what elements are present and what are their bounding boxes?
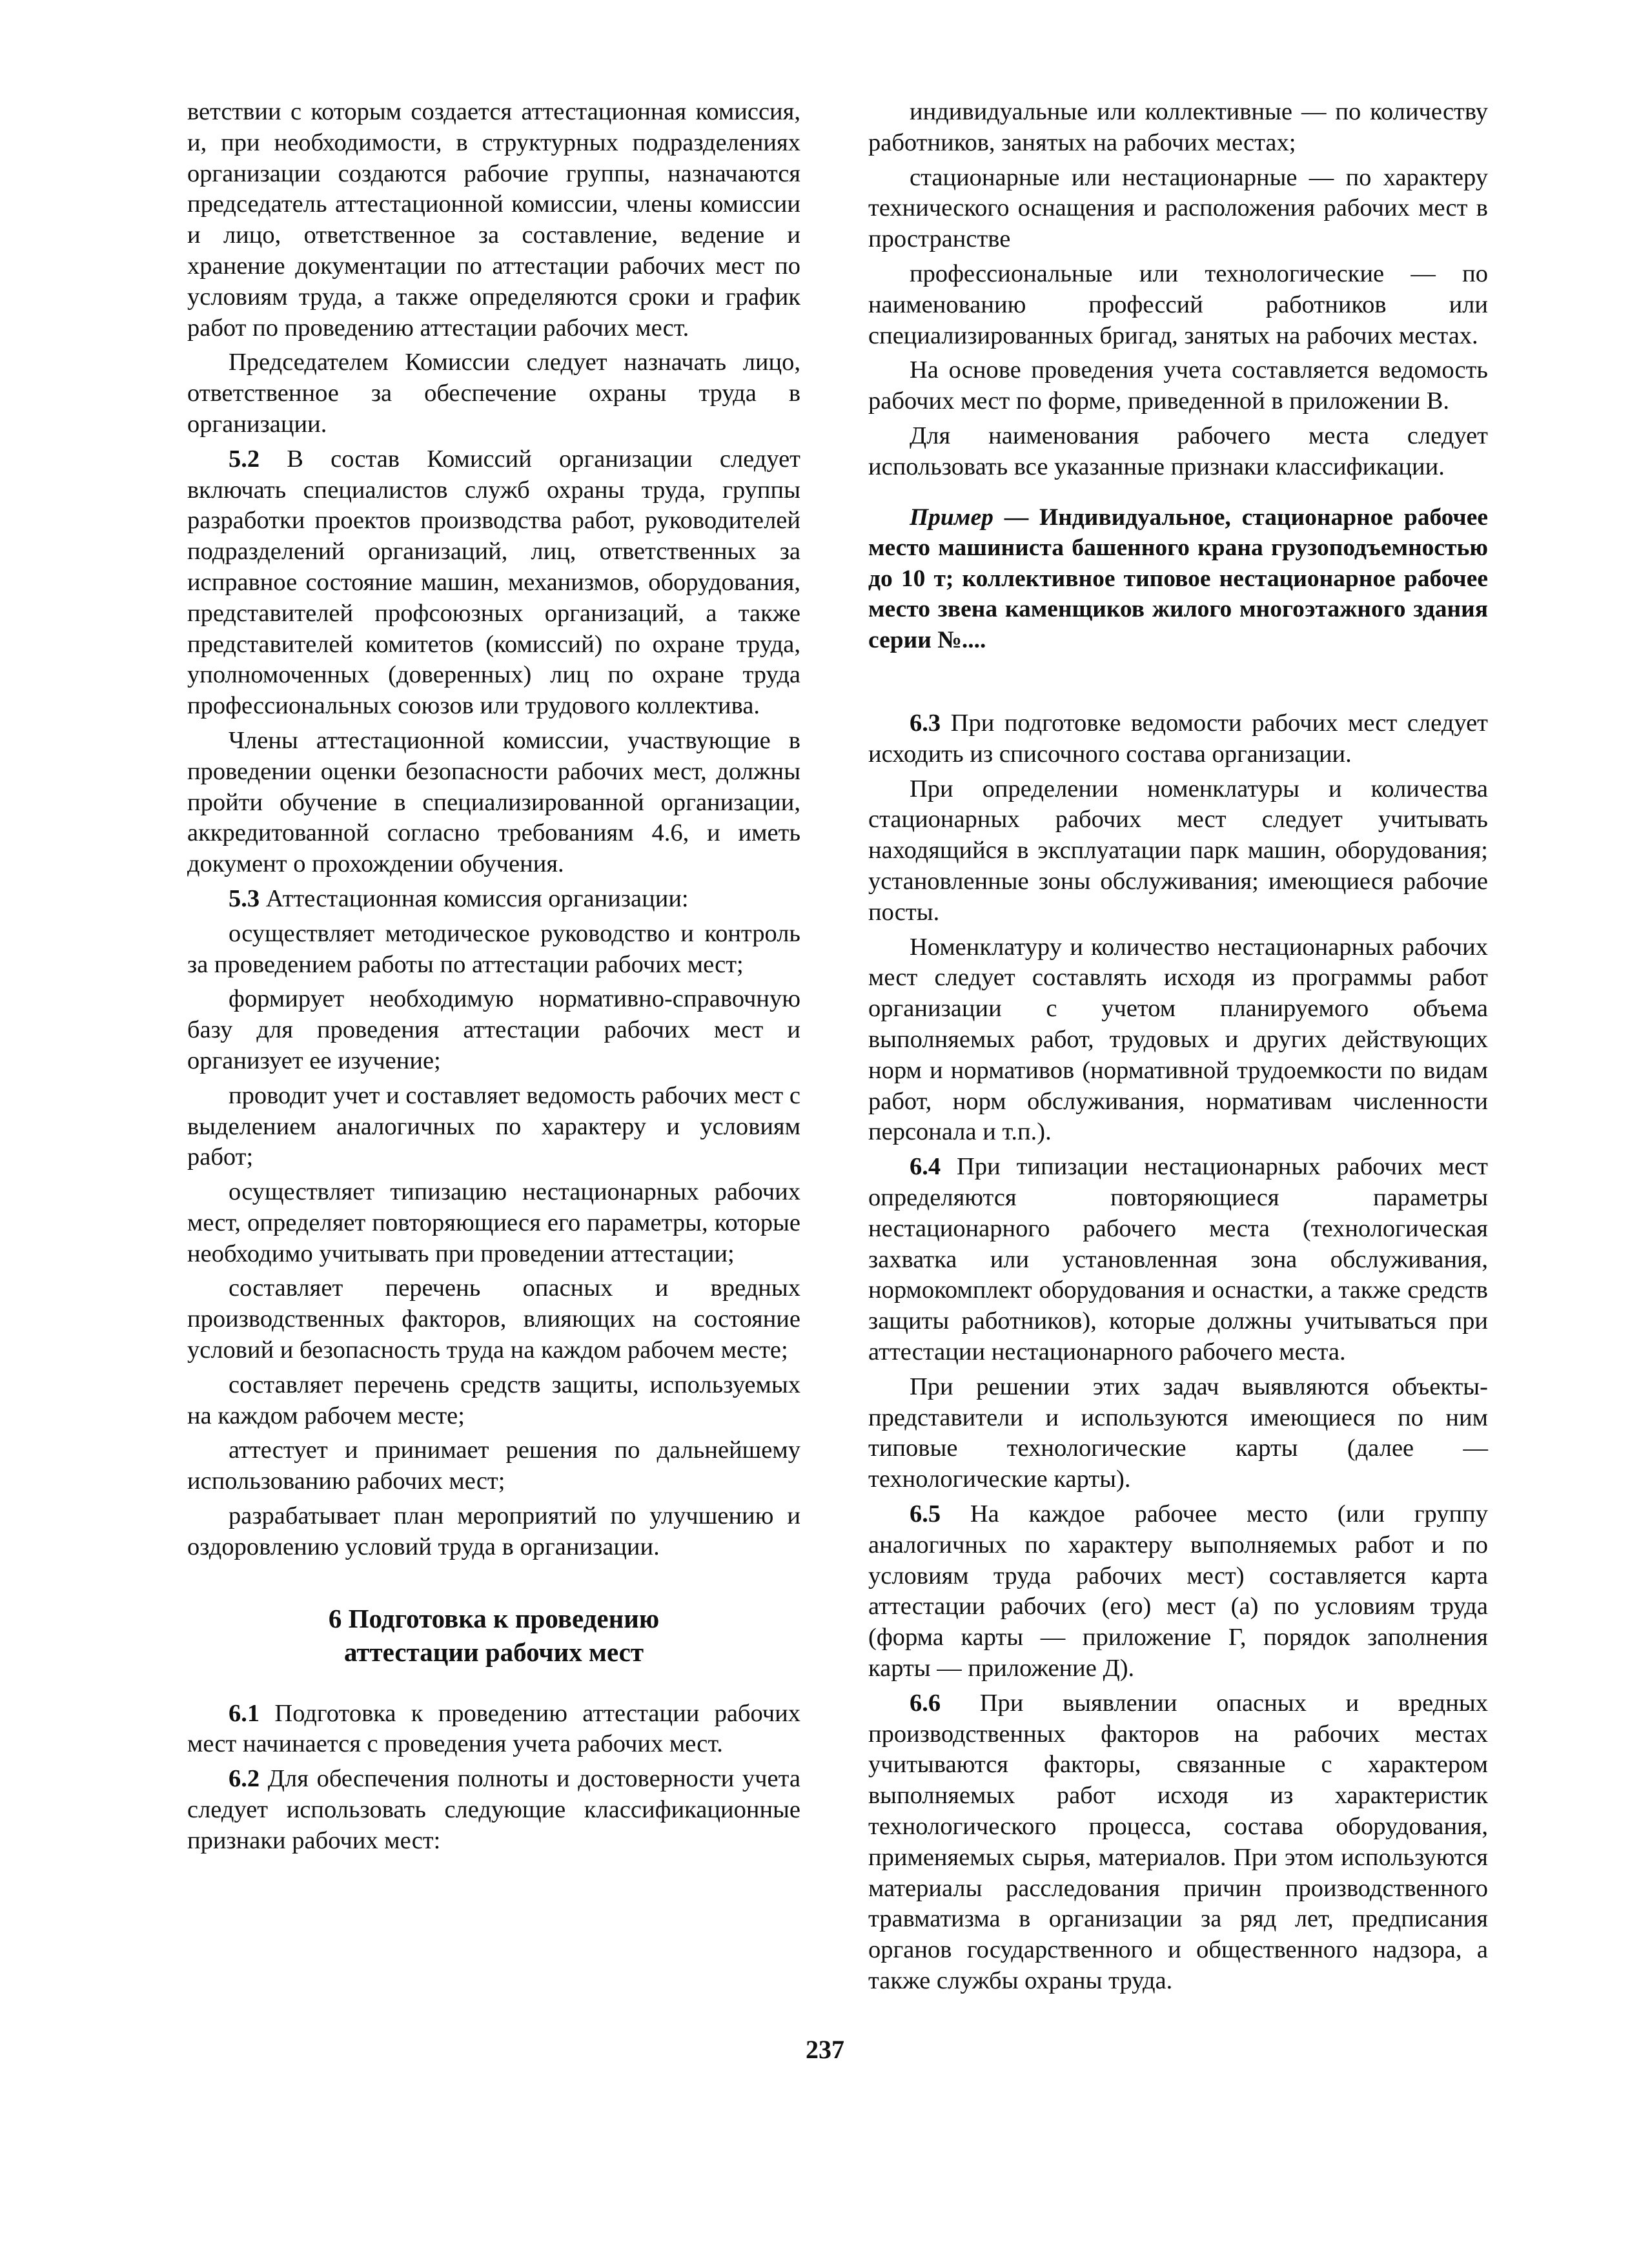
paragraph-5-2 bbox=[187, 444, 800, 722]
paragraph-6-1 bbox=[187, 1699, 800, 1761]
clause-text: На каждое рабочее место (или группу аналогичных по характеру выполняемых работ и по условиям труда рабочих мест) составляется карта аттестации рабочих (его) мест (а) по условиям труда (форма карты — приложение Г, порядок заполнения карты — приложение Д). bbox=[868, 1500, 1488, 1682]
paragraph: Номенклатуру и количество нестационарных рабочих мест следует составлять исходя из программы работ организации с учетом планируемого объема выполняемых работ, трудовых и других действующих норм и нормативов (нормативной трудоемкости по видам работ, норм обслуживания, нормативам численности персонала и т.п.). bbox=[868, 933, 1488, 1146]
paragraph-6-4 bbox=[868, 1152, 1488, 1368]
example-text: — Индивидуальное, стационарное рабочее место машиниста башенного крана грузоподъемностью до 10 т; коллективное типовое нестационарное рабочее место звена каменщиков жилого многоэтажного здания серии №.... bbox=[868, 504, 1488, 653]
example-label: Пример bbox=[910, 504, 993, 531]
paragraph: Члены аттестационной комиссии, участвующие в проведении оценки безопасности рабочих мест, должны пройти обучение в специализированной организации, аккредитованной согласно требованиям 4.6, и иметь документ о прохождении обучения. bbox=[187, 726, 800, 878]
list-item: составляет перечень опасных и вредных производственных факторов, влияющих на состояние условий и безопасность труда на каждом рабочем месте; bbox=[187, 1274, 800, 1364]
clause-number: 6.1 bbox=[229, 1699, 260, 1727]
paragraph: Для наименования рабочего места следует использовать все указанные признаки классификации. bbox=[868, 422, 1488, 480]
paragraph: При определении номенклатуры и количества стационарных рабочих мест следует учитывать находящийся в эксплуатации парк машин, оборудования; установленные зоны обслуживания; имеющиеся рабочие посты. bbox=[868, 775, 1488, 926]
section-heading-line: аттестации рабочих мест bbox=[343, 1637, 644, 1667]
clause-text: При выявлении опасных и вредных производственных факторов на рабочих местах учитываются факторы, связанные с характером выполняемых работ исходя из характеристик технологического процесса, состава оборудования, применяемых сырья, материалов. При этом используются материалы расследования причин производственного травматизма в организации за ряд лет, предписания органов государственного и общественного надзора, а также службы охраны труда. bbox=[868, 1689, 1488, 1994]
example-note bbox=[868, 502, 1488, 656]
right-column bbox=[868, 97, 1488, 2001]
paragraph-6-5 bbox=[868, 1499, 1488, 1684]
clause-text: При типизации нестационарных рабочих мест определяются повторяющиеся параметры нестационарного рабочего места (технологическая захватка или установленная зона обслуживания, нормокомплект оборудования и оснастки, а также средств защиты работников), которые должны учитываться при аттестации нестационарного рабочего места. bbox=[868, 1153, 1488, 1365]
clause-number: 6.6 bbox=[910, 1689, 941, 1717]
clause-number: 5.3 bbox=[229, 884, 260, 912]
list-item: индивидуальные или коллективные — по количеству работников, занятых на рабочих местах; bbox=[868, 98, 1488, 156]
list-item: профессиональные или технологические — по наименованию профессий работников или специализированных бригад, занятых на рабочих местах. bbox=[868, 260, 1488, 349]
page-number: 237 bbox=[806, 2035, 844, 2064]
paragraph-6-3 bbox=[868, 708, 1488, 770]
list-item: проводит учет и составляет ведомость рабочих мест с выделением аналогичных по характеру и условиям работ; bbox=[187, 1081, 800, 1171]
paragraph-6-6 bbox=[868, 1688, 1488, 1997]
list-item: аттестует и принимает решения по дальнейшему использованию рабочих мест; bbox=[187, 1436, 800, 1495]
paragraph-6-2 bbox=[187, 1764, 800, 1856]
clause-text: Подготовка к проведению аттестации рабочих мест начинается с проведения учета рабочих мест. bbox=[187, 1699, 800, 1758]
paragraph: На основе проведения учета составляется ведомость рабочих мест по форме, приведенной в приложении В. bbox=[868, 356, 1488, 415]
list-item: формирует необходимую нормативно-справочную базу для проведения аттестации рабочих мест и организует ее изучение; bbox=[187, 985, 800, 1074]
paragraph: Председателем Комиссии следует назначать лицо, ответственное за обеспечение охраны труда в организации. bbox=[187, 349, 800, 438]
list-item: осуществляет типизацию нестационарных рабочих мест, определяет повторяющиеся его параметры, которые необходимо учитывать при проведении аттестации; bbox=[187, 1178, 800, 1267]
clause-number: 6.4 bbox=[910, 1153, 941, 1181]
list-item: составляет перечень средств защиты, используемых на каждом рабочем месте; bbox=[187, 1371, 800, 1429]
clause-number: 6.2 bbox=[229, 1765, 260, 1793]
section-heading-line: 6 Подготовка к проведению bbox=[328, 1603, 660, 1633]
paragraph: При решении этих задач выявляются объекты-представители и используются имеющиеся по ним типовые технологические карты (далее — технологические карты). bbox=[868, 1373, 1488, 1493]
paragraph-5-3 bbox=[187, 884, 800, 915]
paragraph: ветствии с которым создается аттестационная комиссия, и, при необходимости, в структурных подразделениях организации создаются рабочие группы, назначаются председатель аттестационной комиссии, члены комиссии и лицо, ответственное за составление, ведение и хранение документации по аттестации рабочих мест по условиям труда, а также определяются сроки и график работ по проведению аттестации рабочих мест. bbox=[187, 98, 800, 342]
clause-number: 6.5 bbox=[910, 1500, 941, 1527]
list-item: стационарные или нестационарные — по характеру технического оснащения и расположения рабочих мест в пространстве bbox=[868, 163, 1488, 253]
section-heading bbox=[187, 1602, 800, 1669]
clause-text: В состав Комиссий организации следует включать специалистов служб охраны труда, группы разработки проектов производства работ, руководителей подразделений организаций, лиц, ответственных за исправное состояние машин, механизмов, оборудования, представителей профсоюзных организаций, а также представителей комитетов (комиссий) по охране труда, уполномоченных (доверенных) лиц по охране труда профессиональных союзов или трудового коллектива. bbox=[187, 445, 800, 720]
clause-number: 6.3 bbox=[910, 710, 941, 737]
clause-number: 5.2 bbox=[229, 445, 260, 473]
clause-text: Аттестационная комиссия организации: bbox=[260, 884, 689, 912]
left-column bbox=[187, 97, 800, 1861]
clause-text: При подготовке ведомости рабочих мест следует исходить из списочного состава организации. bbox=[868, 710, 1488, 768]
list-item: осуществляет методическое руководство и контроль за проведением работы по аттестации рабочих мест; bbox=[187, 919, 800, 978]
list-item: разрабатывает план мероприятий по улучшению и оздоровлению условий труда в организации. bbox=[187, 1502, 800, 1560]
clause-text: Для обеспечения полноты и достоверности учета следует использовать следующие классификационные признаки рабочих мест: bbox=[187, 1765, 800, 1854]
